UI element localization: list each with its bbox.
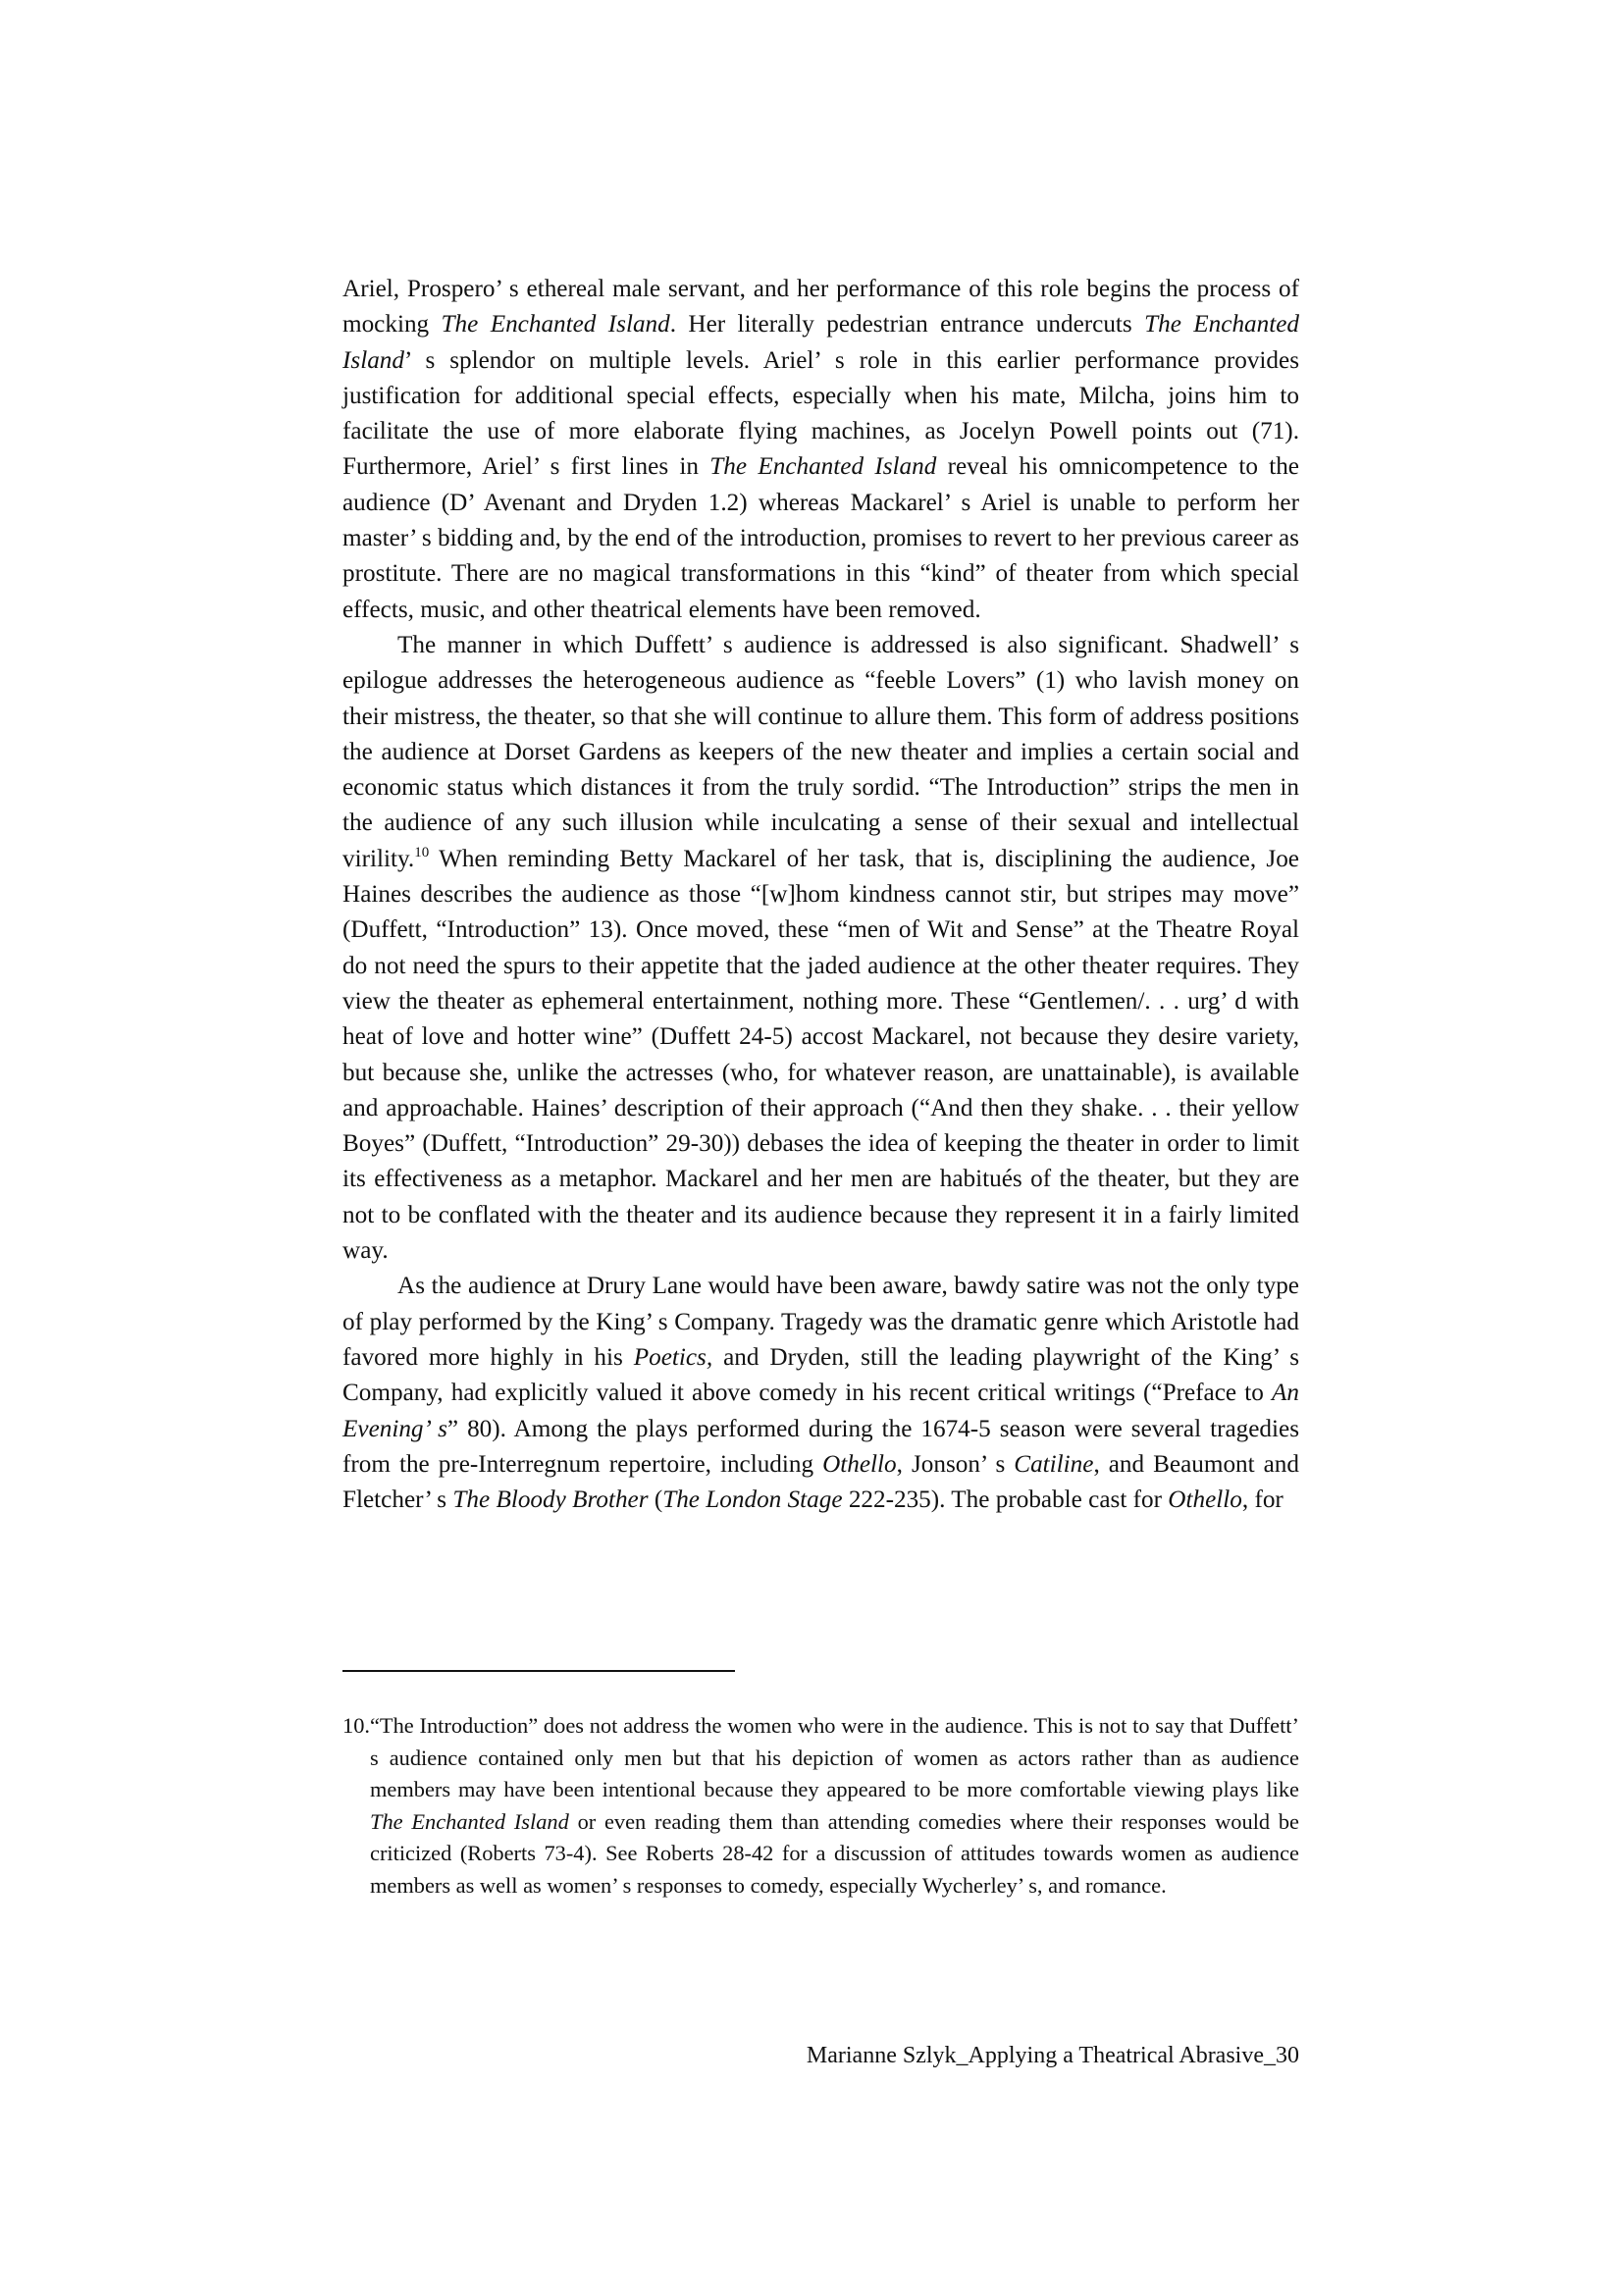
footnote-rule [342, 1670, 735, 1672]
text-run: , and Beaumont and Fletcher’ s [342, 1450, 1299, 1514]
italic-title: Othello [1168, 1486, 1242, 1514]
text-run: The manner in which Duffett’ s audience is addressed is also significant. Shadwell’ s epilogue addresses the heterogeneous audience as “feeble Lovers” (1) who lavish money on their mistress, the theater, so that she will continue to allure them. This form of address positions the audience at Dorset Gardens as keepers of the new theater and implies a certain social and economic status which distances it from the truly sordid. “The Introduction” strips the men in the audience of any such illusion while inculcating a sense of their sexual and intellectual virility. [342, 631, 1299, 872]
italic-title: The Enchanted Island [370, 1808, 569, 1834]
running-footer: Marianne Szlyk_Applying a Theatrical Abrasive_30 [806, 2043, 1299, 2068]
text-run: ” 80). Among the plays performed during the 1674-5 season were several tragedies from the pre-Interregnum repertoire, including [342, 1415, 1299, 1478]
text-run: or even reading them than attending comedies where their responses would be criticized (Roberts 73-4). See Roberts 28-42 for a discussion of attitudes towards women as audience members as well as women’ s responses to comedy, especially Wycherley’ s, and romance. [370, 1808, 1299, 1898]
italic-title: An Evening’ s [342, 1380, 1299, 1442]
italic-title: The Enchanted Island [441, 311, 670, 339]
italic-title: Othello [822, 1450, 897, 1478]
paragraph-1 [342, 272, 1299, 628]
footnote-10 [342, 1710, 1299, 1902]
text-run: ’ s splendor on multiple levels. Ariel’ s role in this earlier performance provides justification for additional special effects, especially when his mate, Milcha, joins him to facilitate the use of more elaborate flying machines, as Jocelyn Powell points out (71). Furthermore, Ariel’ s first lines in [342, 346, 1299, 481]
italic-title: The Enchanted Island [342, 311, 1299, 374]
body-text [342, 272, 1299, 1518]
paragraph-3 [342, 1269, 1299, 1518]
text-run: As the audience at Drury Lane would have been aware, bawdy satire was not the only type of play performed by the King’ s Company. Tragedy was the dramatic genre which Aristotle had favored more highly in his [342, 1273, 1299, 1371]
paragraph-2 [342, 628, 1299, 1269]
page-body [342, 272, 1299, 1518]
text-run: When reminding Betty Mackarel of her task, that is, disciplining the audience, Joe Haines describes the audience as those “[w]hom kindness cannot stir, but stripes may move” (Duffett, “Introduction” 13). Once moved, these “men of Wit and Sense” at the Theatre Royal do not need the spurs to their appetite that the jaded audience at the other theater requires. They view the theater as ephemeral entertainment, nothing more. These “Gentlemen/. . . urg’ d with heat of love and hotter wine” (Duffett 24-5) accost Mackarel, not because they desire variety, but because she, unlike the actresses (who, for whatever reason, are unattainable), is available and approachable. Haines’ description of their approach (“And then they shake. . . their yellow Boyes” (Duffett, “Introduction” 29-30)) debases the idea of keeping the theater in order to limit its effectiveness as a metaphor. Mackarel and her men are habitués of the theater, but they are not to be conflated with the theater and its audience because they represent it in a fairly limited way. [342, 845, 1299, 1265]
italic-title: The Bloody Brother [452, 1486, 649, 1514]
text-run: and Dryden, still the leading playwright of the King’ s Company, had explicitly valued it above comedy in his recent critical writings (“Preface to [342, 1343, 1299, 1407]
text-run: , for [1241, 1486, 1283, 1514]
text-run: , Jonson’ s [896, 1450, 1015, 1478]
footnote-reference: 10 [414, 844, 430, 860]
text-run: ( [648, 1486, 663, 1514]
italic-title: The Enchanted Island [709, 453, 937, 481]
text-run: . Her literally pedestrian entrance undercuts [669, 311, 1145, 339]
text-run: reveal his omnicompetence to the audience (D’ Avenant and Dryden 1.2) whereas Mackarel’ s Ariel is unable to perform her master’ s bidding and, by the end of the introduction, promises to revert to her previous career as prostitute. There are no magical transformations in this “kind” of theater from which special effects, music, and other theatrical elements have been removed. [342, 453, 1299, 623]
text-run: 10.“The Introduction” does not address the women who were in the audience. This is not to say that Duffett’ s audience contained only men but that his depiction of women as actors rather than as audience members may have been intentional because they appeared to be more comfortable viewing plays like [342, 1713, 1299, 1801]
italic-title: Poetics, [633, 1343, 713, 1371]
italic-title: The London Stage [662, 1486, 843, 1514]
text-run: Ariel, Prospero’ s ethereal male servant, and her performance of this role begins the process of mocking [342, 276, 1299, 339]
italic-title: Catiline [1014, 1450, 1094, 1478]
text-run: 222-235). The probable cast for [842, 1486, 1169, 1514]
